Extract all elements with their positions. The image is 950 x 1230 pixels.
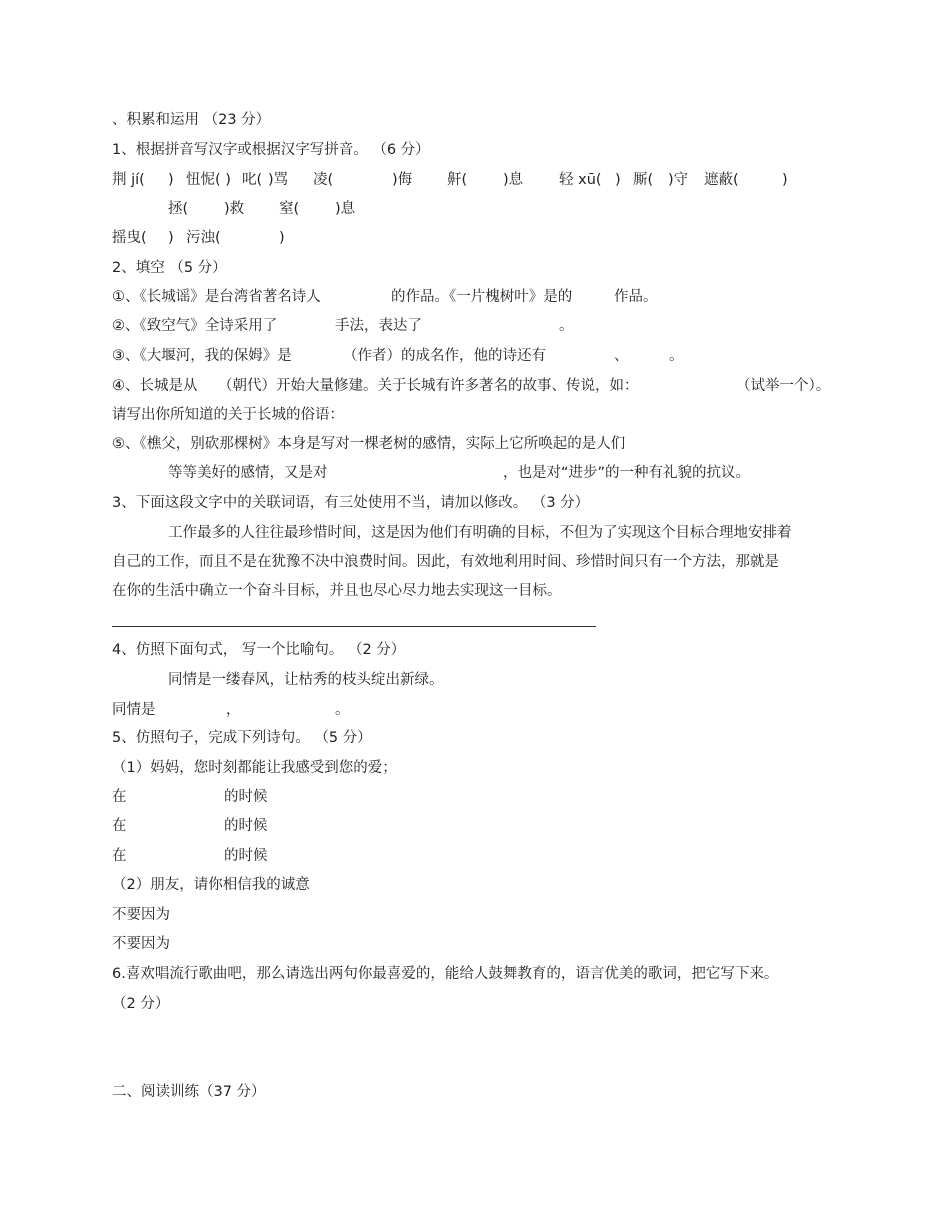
q1-item: )救 xyxy=(224,201,245,217)
q4-text: 同情是 xyxy=(112,702,156,718)
q4-heading: 4、仿照下面句式， 写一个比喻句。 （2 分） xyxy=(112,642,406,658)
q1-item: ) xyxy=(782,172,788,188)
q2-text: ③、《大堰河，我的保姆》是 xyxy=(112,348,292,364)
q2-heading: 2、填空 （5 分） xyxy=(112,260,227,276)
q1-item: )侮 xyxy=(392,172,413,188)
q2-text: 作品。 xyxy=(614,289,658,305)
q1-item: 叱( xyxy=(242,172,263,188)
q2-text: 的作品。《一片槐树叶》是的 xyxy=(391,289,573,305)
q2-text: （朝代）开始大量修建。关于长城有许多著名的故事、传说，如： xyxy=(218,378,639,394)
q1-item: 摇曳( xyxy=(112,230,147,246)
q2-text: ②、《致空气》全诗采用了 xyxy=(112,318,278,334)
q2-text: 等等美好的感情，又是对 xyxy=(168,465,328,481)
q3-paragraph-line: 自己的工作，而且不是在犹豫不决中浪费时间。因此，有效地利用时间、珍惜时间只有一个方法，那就是 xyxy=(112,554,779,570)
q2-text: ④、长城是从 xyxy=(112,378,198,394)
q3-paragraph-line: 在你的生活中确立一个奋斗目标，并且也尽心尽力地去实现这一目标。 xyxy=(112,583,562,599)
section2-title: 二、阅读训练（37 分） xyxy=(112,1084,266,1100)
q2-text: （试举一个）。 xyxy=(736,378,831,394)
q2-text: 、 xyxy=(614,348,629,364)
q1-item: )息 xyxy=(335,201,356,217)
q1-item: ) xyxy=(615,172,621,188)
q4-text: ， xyxy=(226,702,241,718)
q2-text: ①、《长城谣》是台湾省著名诗人 xyxy=(112,289,321,305)
q5-heading: 5、仿照句子，完成下列诗句。 （5 分） xyxy=(112,730,372,746)
q1-item: 忸怩( ) xyxy=(186,172,231,188)
q1-item: 鼾( xyxy=(447,172,468,188)
q1-item: )息 xyxy=(503,172,524,188)
q5-text: 在 xyxy=(112,818,127,834)
q5-fill-line: 不要因为 xyxy=(112,936,170,952)
q4-example: 同情是一缕春风，让枯秀的枝头绽出新绿。 xyxy=(168,672,444,688)
q5-part1: （1）妈妈，您时刻都能让我感受到您的爱； xyxy=(112,760,397,776)
q2-line5: 请写出你所知道的关于长城的俗语： xyxy=(112,407,344,423)
q2-text: （作者）的成名作，他的诗还有 xyxy=(343,348,546,364)
q6-line: 6.喜欢唱流行歌曲吧，那么请选出两句你最喜爱的，能给人鼓舞教育的，语言优美的歌词，把它写下来。 xyxy=(112,966,779,982)
q1-heading: 1、根据拼音写汉字或根据汉字写拼音。 （6 分） xyxy=(112,142,430,158)
q1-item: 遮蔽( xyxy=(704,172,739,188)
q5-text: 在 xyxy=(112,789,127,805)
q5-text: 的时候 xyxy=(224,789,268,805)
q4-text: 。 xyxy=(335,702,350,718)
q1-item: 厮( xyxy=(633,172,654,188)
q1-item: )骂 xyxy=(268,172,289,188)
q1-item: ) xyxy=(279,230,285,246)
q1-item: 荆 jí( xyxy=(112,172,145,188)
q5-fill-line: 不要因为 xyxy=(112,907,170,923)
q1-item: ) xyxy=(168,172,174,188)
q5-text: 的时候 xyxy=(224,848,268,864)
q1-item: 凌( xyxy=(313,172,334,188)
q2-text: 手法，表达了 xyxy=(335,318,422,334)
q2-text: 。 xyxy=(669,348,684,364)
q6-points: （2 分） xyxy=(112,996,170,1012)
answer-line xyxy=(112,626,596,627)
q1-item: 拯( xyxy=(168,201,189,217)
q1-item: 污浊( xyxy=(186,230,221,246)
section1-title: 、积累和运用 （23 分） xyxy=(112,112,271,128)
q1-item: 轻 xū( xyxy=(559,172,602,188)
q1-item: )守 xyxy=(668,172,689,188)
q1-item: 窒( xyxy=(279,201,300,217)
q5-text: 的时候 xyxy=(224,818,268,834)
q3-heading: 3、下面这段文字中的关联词语，有三处使用不当，请加以修改。 （3 分） xyxy=(112,495,590,511)
q5-part2: （2）朋友，请你相信我的诚意 xyxy=(112,877,310,893)
q2-line6: ⑤、《樵父，别砍那棵树》本身是写对一棵老树的感情，实际上它所唤起的是人们 xyxy=(112,436,626,452)
q1-item: ) xyxy=(168,230,174,246)
q3-paragraph-line: 工作最多的人往往最珍惜时间，这是因为他们有明确的目标，不但为了实现这个目标合理地安排着 xyxy=(168,525,792,541)
q5-text: 在 xyxy=(112,848,127,864)
q2-text: ，也是对“进步”的一种有礼貌的抗议。 xyxy=(503,465,751,481)
q2-text: 。 xyxy=(559,318,574,334)
